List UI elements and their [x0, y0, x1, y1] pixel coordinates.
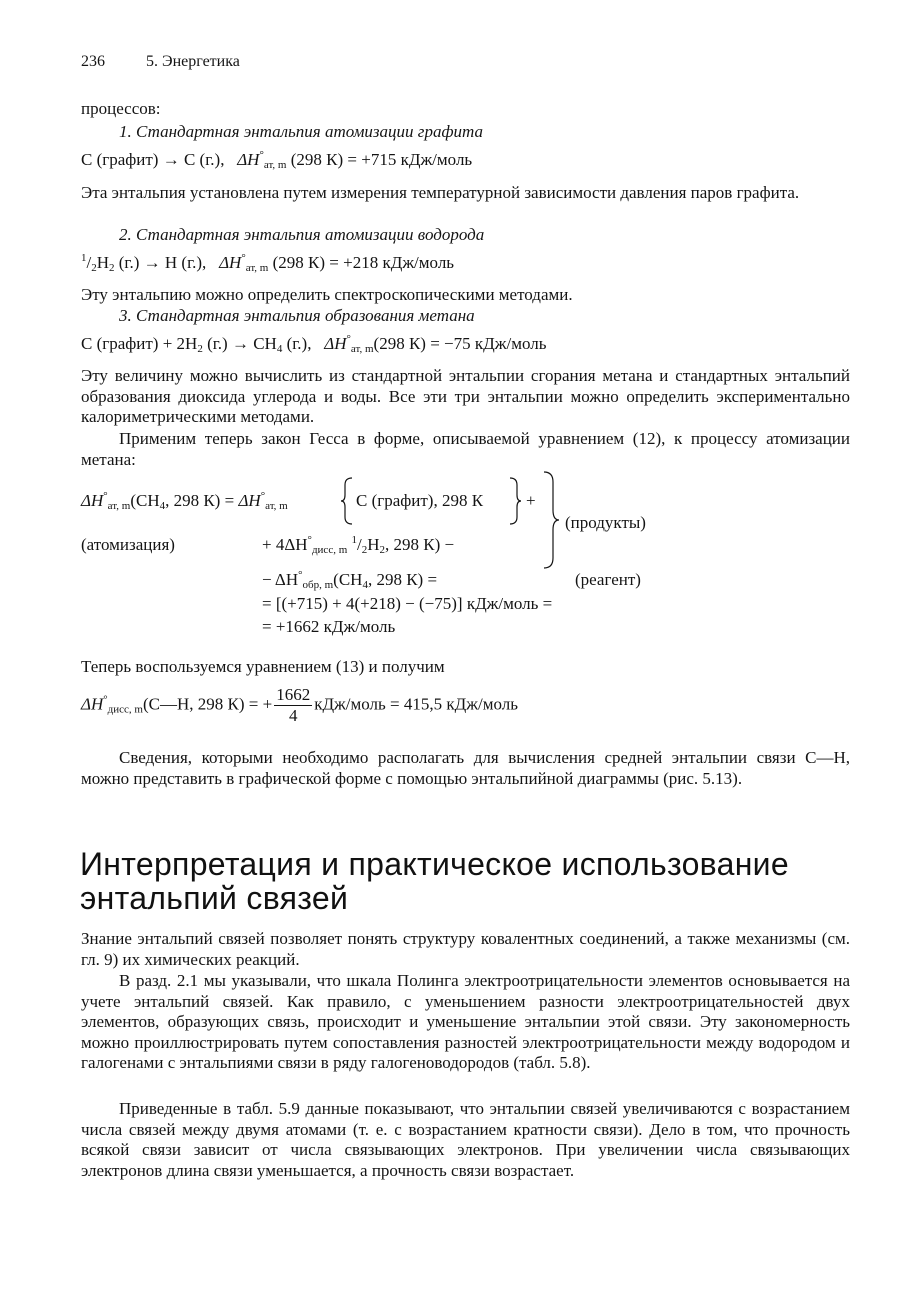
section-heading-line-1: Интерпретация и практическое использование	[80, 846, 789, 882]
hess-atomization-label: (атомизация)	[81, 535, 175, 554]
eq-text: , 298 К) =	[367, 570, 438, 589]
eq-sub: дисс, m	[311, 544, 348, 556]
hess-reagent-label: (реагент)	[575, 570, 641, 589]
eq-text: (298 К) = +218 кДж/моль	[272, 253, 455, 272]
item3-title: 3. Стандартная энтальпия образования метана	[119, 306, 475, 325]
hess-line-5: = +1662 кДж/моль	[262, 617, 396, 636]
eq-sup: °	[103, 490, 108, 502]
running-head: 5. Энергетика	[146, 53, 240, 70]
page-number: 236	[81, 53, 105, 70]
big-right-brace	[542, 470, 560, 570]
paragraph-2: В разд. 2.1 мы указывали, что шкала Полинга электроотрицательности элементов основывается на учете энтальпий связей. Как правило, с уменьшением разности электроотрицательностей двух элементов, образующих связь, происходит и уменьшение энтальпии этой связи. Эту закономерность можно проиллюстрировать путем сопоставления разностей электроотрицательности между водородом и галогенами с энтальпиями связи в ряду галогеноводородов (табл. 5.8).	[81, 971, 850, 1073]
eq-sub: ат, m	[245, 262, 269, 274]
item2-equation	[81, 253, 454, 273]
bond-equation	[81, 685, 518, 726]
eq-sup: °	[241, 252, 246, 264]
eq-text: (г.),	[282, 334, 312, 353]
item1-title: 1. Стандартная энтальпия атомизации графита	[119, 122, 483, 141]
then-text: Теперь воспользуемся уравнением (13) и получим	[81, 657, 445, 676]
eq-sub: дисс, m	[107, 703, 143, 716]
eq-symbol: ΔH	[81, 491, 104, 510]
hess-line-1	[81, 491, 288, 511]
eq-text: (CH	[130, 491, 160, 510]
eq-text: + 4ΔH	[262, 535, 308, 554]
eq-symbol: ΔH	[324, 334, 347, 353]
eq-sub: 2	[379, 544, 386, 556]
fraction-numerator: 1662	[276, 685, 311, 704]
eq-symbol: ΔH	[238, 491, 261, 510]
eq-text: /	[86, 253, 92, 272]
hess-line-3	[262, 570, 437, 590]
eq-symbol: ΔH	[237, 150, 260, 169]
item3-equation	[81, 334, 546, 354]
hess-plus: +	[526, 491, 536, 510]
eq-text: C (графит) + 2H	[81, 334, 198, 353]
eq-text: (298 К) = −75 кДж/моль	[373, 334, 547, 353]
eq-sub: ат, m	[107, 500, 131, 512]
eq-sub: 4	[362, 579, 368, 591]
section-heading-line-2: энтальпий связей	[80, 880, 349, 916]
item2-title: 2. Стандартная энтальпия атомизации водорода	[119, 225, 485, 244]
eq-sub: ат, m	[350, 343, 374, 355]
eq-sub: 2	[109, 262, 115, 274]
eq-sub: ат, m	[263, 159, 287, 171]
fraction	[274, 685, 312, 726]
eq-sub: обр, m	[302, 579, 334, 591]
item3-note: Эту величину можно вычислить из стандартной энтальпии сгорания метана и стандартных энтальпий образования диоксида углерода и воды. Все эти три энтальпии можно определить экспериментально калориметрическими методами.	[81, 366, 850, 427]
eq-sup: °	[103, 693, 108, 706]
left-brace	[340, 476, 354, 526]
eq-text: H	[96, 253, 110, 272]
intro-word: процессов:	[81, 99, 161, 118]
eq-sub: 4	[276, 343, 283, 355]
eq-text: (CH	[333, 570, 363, 589]
paragraph-info: Сведения, которыми необходимо располагать для вычисления средней энтальпии связи C—H, можно представить в графической форме с помощью энтальпийной диаграммы (рис. 5.13).	[81, 748, 850, 788]
eq-sup: 1	[351, 534, 358, 546]
eq-symbol: ΔH	[81, 694, 104, 714]
eq-sup: °	[259, 149, 264, 161]
eq-sub: 2	[361, 544, 368, 556]
eq-text: C (графит) → C (г.),	[81, 150, 225, 169]
paragraph-3: Приведенные в табл. 5.9 данные показывают, что энтальпии связей увеличиваются с возрастанием числа связей между двумя атомами (т. е. с возрастанием кратности связи). Дело в том, что прочность всякой связи зависит от числа связывающих электронов. При увеличении числа связывающих электронов длина связи уменьшается, а прочность связи возрастает.	[81, 1099, 850, 1180]
eq-text: (г.) → H (г.),	[114, 253, 207, 272]
right-brace	[508, 476, 522, 526]
eq-text: (C—H, 298 К) = +	[142, 694, 273, 714]
eq-text: − ΔH	[262, 570, 299, 589]
eq-text: кДж/моль = 415,5 кДж/моль	[314, 694, 518, 714]
item1-note: Эта энтальпия установлена путем измерения температурной зависимости давления паров графита.	[81, 183, 800, 202]
eq-sub: 4	[159, 500, 166, 512]
hess-intro: Применим теперь закон Гесса в форме, описываемой уравнением (12), к процессу атомизации метана:	[81, 429, 850, 469]
eq-text: , 298 К) −	[385, 535, 455, 554]
eq-text: (298 К) = +715 кДж/моль	[290, 150, 473, 169]
eq-sup: 1	[81, 252, 87, 264]
eq-text: /	[357, 535, 362, 554]
eq-sub: ат, m	[265, 500, 288, 512]
eq-sub: 2	[197, 343, 203, 355]
hess-line-2	[262, 535, 454, 555]
eq-sup: °	[298, 569, 303, 581]
eq-symbol: ΔH	[219, 253, 242, 272]
fraction-denominator: 4	[288, 706, 298, 725]
eq-text: H	[367, 535, 380, 554]
eq-sup: °	[260, 490, 266, 502]
eq-sup: °	[346, 333, 351, 345]
eq-text: , 298 К) =	[165, 491, 235, 510]
hess-products-label: (продукты)	[565, 513, 646, 532]
eq-sup: °	[307, 534, 312, 546]
item2-note: Эту энтальпию можно определить спектроскопическими методами.	[81, 285, 573, 304]
eq-sub: 2	[91, 262, 97, 274]
item1-equation	[81, 150, 472, 170]
paragraph-1: Знание энтальпий связей позволяет понять структуру ковалентных соединений, а также механизмы (см. гл. 9) их химических реакций.	[81, 929, 850, 969]
hess-line-4: = [(+715) + 4(+218) − (−75)] кДж/моль =	[262, 594, 553, 613]
hess-graphite-term: C (графит), 298 К	[356, 491, 484, 510]
eq-text: (г.) → CH	[202, 334, 277, 353]
